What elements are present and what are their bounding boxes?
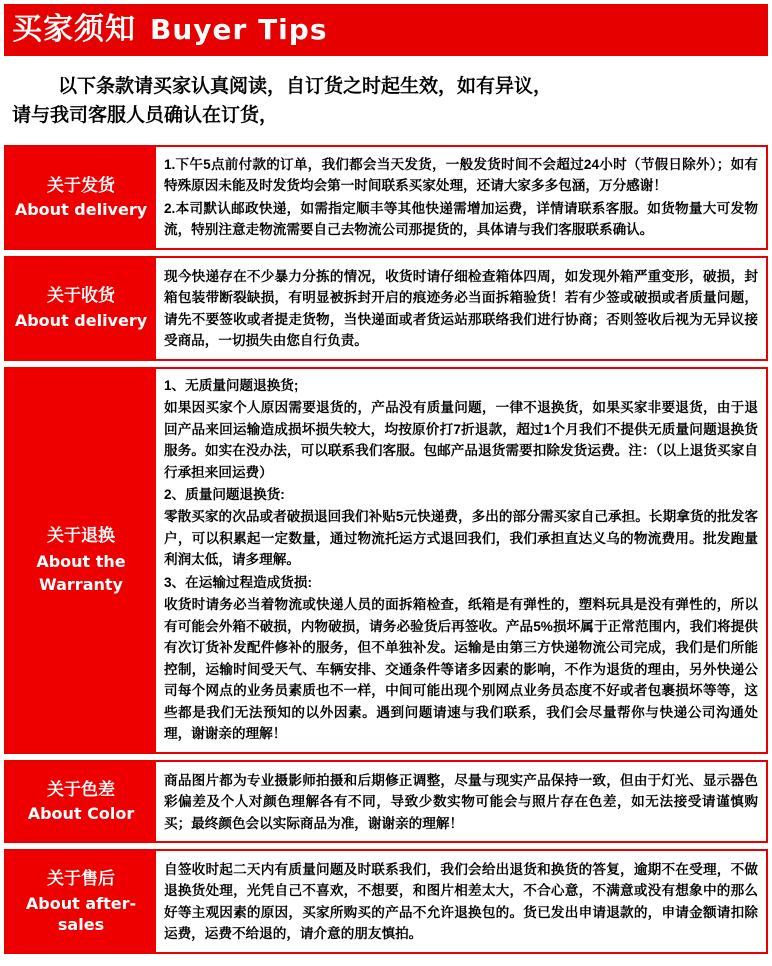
intro-paragraph: [0, 56, 772, 145]
section-label-about-color: [6, 762, 156, 841]
section-paragraph: 1.下午5点前付款的订单，我们都会当天发货，一般发货时间不会超过24小时（节假日除外）；如有特殊原因未能及时发货均会第一时间联系买家处理，还请大家多多包涵，万分感谢！: [164, 156, 758, 194]
section-label-cn: 关于退换: [47, 525, 115, 545]
intro-line-2: 请与我司客服人员确认在订货，: [12, 105, 279, 127]
section-about-receipt: [4, 256, 768, 361]
section-label-cn: 关于售后: [47, 868, 115, 888]
section-paragraph: 如果因买家个人原因需要退货的，产品没有质量问题，一律不退换货，如果买家非要退货，由于退回产品来回运输造成损坏损失较大，均按原价打7折退款，超过1个月我们不提供无质量问题退换货服务。如实在没办法，可以联系我们客服。包邮产品退货需要扣除发货运费。注：（以上退货买家自行承担来回运费）: [164, 400, 758, 480]
section-label-en: About after-sales: [25, 893, 137, 935]
section-label-about-warranty: [6, 369, 156, 752]
section-about-delivery: [4, 145, 768, 250]
section-paragraph: 1、无质量问题退换货;: [164, 377, 299, 393]
section-body-about-warranty: [156, 369, 766, 752]
section-paragraph: 现今快递存在不少暴力分拣的情况，收货时请仔细检查箱体四周，如发现外箱严重变形，破损，封箱包装带断裂缺损，有明显被拆封开启的痕迹务必当面拆箱验货！若有少签或破损或者质量问题，请先不要签收或者提走货物，当快递面或者货运站那联络我们进行协商；否则签收后视为无异议接受商品，一切损失由您自行负责。: [164, 268, 758, 349]
section-about-warranty: [4, 367, 768, 754]
section-paragraph: 3、在运输过程造成货损:: [164, 574, 313, 590]
section-label-cn: 关于色差: [47, 779, 115, 799]
section-body-about-after-sales: [156, 851, 766, 952]
intro-line-1: 以下条款请买家认真阅读，自订货之时起生效，如有异议，: [58, 76, 553, 97]
page-title-en: Buyer Tips: [150, 13, 328, 46]
buyer-tips-page: [0, 4, 772, 960]
section-body-about-color: [156, 762, 766, 841]
section-label-en: About Color: [27, 804, 135, 824]
section-label-about-after-sales: [6, 851, 156, 952]
section-paragraph: 商品图片都为专业摄影师拍摄和后期修正调整，尽量与现实产品保持一致，但由于灯光、显示器色彩偏差及个人对颜色理解各有不同，导致少数实物可能会与照片存在色差，如无法接受请谨慎购买；最终颜色会以实际商品为准，谢谢亲的理解！: [164, 772, 758, 831]
page-title-cn: 买家须知: [12, 13, 136, 46]
section-paragraph: 零散买家的次品或者破损退回我们补贴5元快递费，多出的部分需买家自己承担。长期拿货的批发客户，可以积累起一定数量，通过物流托运方式退回我们，我们承担直达义乌的物流费用。批发跑量利润太低，请多理解。: [164, 509, 758, 568]
section-label-cn: 关于发货: [47, 175, 115, 195]
section-paragraph: 收货时请务必当着物流或快递人员的面拆箱检查，纸箱是有弹性的，塑料玩具是没有弹性的，所以有可能会外箱不破损，内物破损，请务必验货后再签收。产品5%损坏属于正常范围内，我们将提供有次订货补发配件修补的服务，但不单独补发。运输是由第三方快递物流公司完成，我们是们所能控制，运输时间受天气、车辆安排、交通条件等诸多因素的影响，不作为退货的理由，另外快递公司每个网点的业务员素质也不一样，中间可能出现个别网点业务员态度不好或者包裹损坏等等，这些都是我们无法预知的以外因素。遇到问题请速与我们联系，我们会尽量帮你与快递公司沟通处理，谢谢亲的理解！: [164, 597, 758, 742]
section-paragraph: 自签收时起二天内有质量问题及时联系我们，我们会给出退货和换货的答复，逾期不在受理，不做退换货处理，光凭自己不喜欢，不想要，和图片相差太大，不合心意，不满意或没有想象中的那么好等主观因素的原因，买家所购买的产品不允许退换包的。货已发出申请退款的，申请金额请扣除运费，运费不给退的，请介意的朋友慎拍。: [164, 862, 758, 942]
page-header-banner: [4, 4, 768, 56]
section-label-about-delivery: [6, 147, 156, 248]
section-about-color: [4, 760, 768, 843]
section-paragraph: 2、质量问题退换货:: [164, 486, 285, 502]
section-label-cn: 关于收货: [47, 286, 115, 306]
section-label-en: About the Warranty: [36, 552, 126, 595]
terms-sections: [0, 145, 772, 966]
section-about-after-sales: [4, 849, 768, 954]
section-body-about-delivery: [156, 147, 766, 248]
section-paragraph: 2.本司默认邮政快递，如需指定顺丰等其他快递需增加运费，详情请联系客服。如货物量大可发物流，特别注意走物流需要自己去物流公司那提货的，具体请与我们客服联系确认。: [164, 200, 758, 238]
section-label-en: About delivery: [14, 200, 148, 220]
section-body-about-receipt: [156, 258, 766, 359]
section-label-en: About delivery: [14, 311, 148, 331]
section-label-about-receipt: [6, 258, 156, 359]
